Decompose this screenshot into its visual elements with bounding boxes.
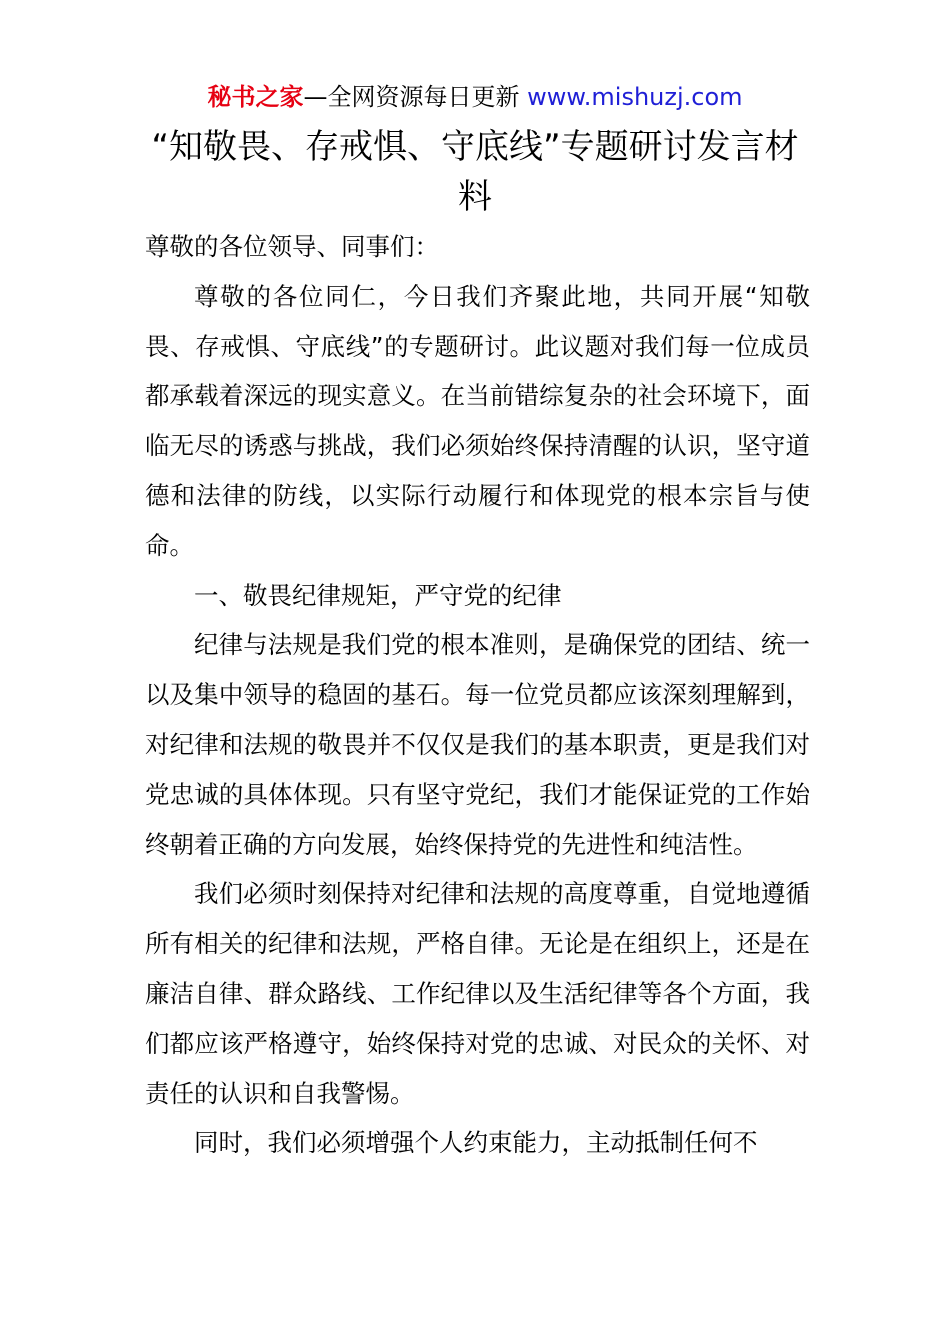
site-slogan: —全网资源每日更新 [303, 83, 520, 111]
salutation: 尊敬的各位领导、同事们： [145, 232, 439, 261]
paragraph: 纪律与法规是我们党的根本准则，是确保党的团结、统一以及集中领导的稳固的基石。每一位党员都应该深刻理解到，对纪律和法规的敬畏并不仅仅是我们的基本职责，更是我们对党忠诚的具体体现。只有坚守党纪，我们才能保证党的工作始终朝着正确的方向发展，始终保持党的先进性和纯洁性。 [145, 630, 810, 859]
site-brand: 秘书之家 [207, 83, 304, 111]
paragraph-intro: 尊敬的各位同仁，今日我们齐聚此地，共同开展“知敬畏、存戒惧、守底线”的专题研讨。此议题对我们每一位成员都承载着深远的现实意义。在当前错综复杂的社会环境下，面临无尽的诱惑与挑战，我们必须始终保持清醒的认识，坚守道德和法律的防线，以实际行动履行和体现党的根本宗旨与使命。 [145, 281, 810, 560]
document-title: “知敬畏、存戒惧、守底线”专题研讨发言材料 [151, 127, 799, 217]
site-url-link[interactable]: www.mishuzj.com [527, 83, 743, 111]
document-body [145, 222, 810, 1168]
section-heading-1: 一、敬畏纪律规矩，严守党的纪律 [194, 580, 562, 610]
paragraph: 同时，我们必须增强个人约束能力，主动抵制任何不 [194, 1128, 758, 1158]
site-header [0, 80, 950, 114]
paragraph: 我们必须时刻保持对纪律和法规的高度尊重，自觉地遵循所有相关的纪律和法规，严格自律。无论是在组织上，还是在廉洁自律、群众路线、工作纪律以及生活纪律等各个方面，我们都应该严格遵守，始终保持对党的忠诚、对民众的关怀、对责任的认识和自我警惕。 [145, 879, 810, 1108]
